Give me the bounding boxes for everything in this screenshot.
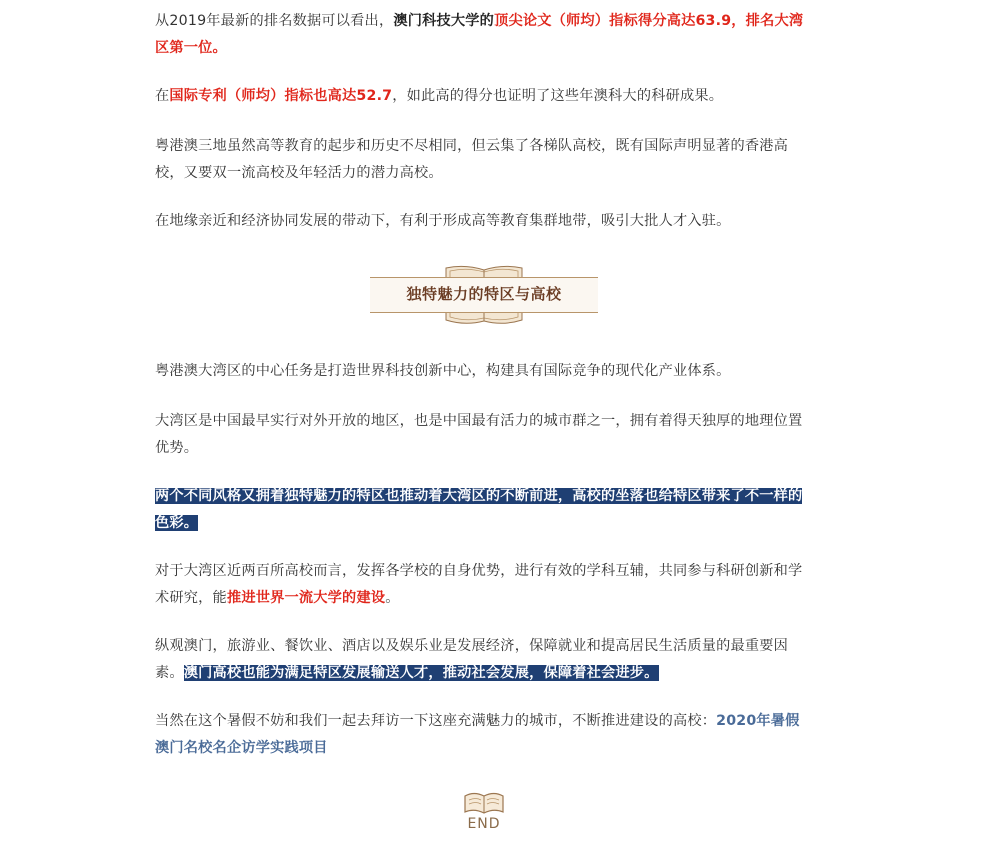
paragraph-talent: 在地缘亲近和经济协同发展的带动下，有利于形成高等教育集群地带，吸引大批人才入驻。 (155, 213, 731, 229)
highlighted-text: 澳门高校也能为满足特区发展输送人才，推动社会发展，保障着社会进步。 (183, 665, 659, 681)
end-label: END (467, 816, 501, 832)
paragraph-text: 纵观澳门，旅游业、餐饮业、酒店以及娱乐业是发展经济，保障就业和提高居民生活质量的最重要因素。 (155, 638, 789, 681)
paragraph-special-zones (155, 483, 813, 537)
paragraph-gba-overview: 粤港澳三地虽然高等教育的起步和历史不尽相同，但云集了各梯队高校，既有国际声明显著的香港高校，又要双一流高校及年轻活力的潜力高校。 (155, 138, 789, 181)
section-heading (368, 264, 600, 326)
paragraph-macau (155, 633, 813, 687)
paragraph-invitation (155, 708, 813, 762)
paragraph-patent (155, 83, 813, 110)
paragraph-advantage: 大湾区是中国最早实行对外开放的地区，也是中国最有活力的城市群之一，拥有着得天独厚的地理位置优势。 (155, 413, 803, 456)
paragraph-text: 在 (155, 88, 170, 104)
program-link[interactable]: 2020年暑假澳门名校名企访学实践项目 (155, 713, 800, 756)
red-highlight: 顶尖论文（师均）指标得分高达63.9，排名大湾区第一位。 (155, 13, 804, 56)
paragraph-text: 对于大湾区近两百所高校而言，发挥各学校的自身优势，进行有效的学科互辅，共同参与科研创新和学术研究，能 (155, 563, 803, 606)
red-highlight: 国际专利（师均）指标也高达52.7 (169, 88, 393, 104)
paragraph-universities (155, 558, 813, 612)
end-marker (459, 790, 509, 832)
paragraph-text: 从2019年最新的排名数据可以看出， (155, 13, 394, 29)
highlighted-text: 两个不同风格又拥着独特魅力的特区也推动着大湾区的不断前进，高校的坐落也给特区带来了不一样的色彩。 (155, 488, 803, 531)
university-name: 澳门科技大学的 (393, 13, 495, 29)
paragraph-text: ，如此高的得分也证明了这些年澳科大的科研成果。 (392, 88, 724, 104)
paragraph-ranking (155, 8, 813, 62)
red-highlight: 推进世界一流大学的建设 (226, 590, 386, 606)
section-title: 独特魅力的特区与高校 (406, 285, 562, 303)
open-book-icon (463, 790, 505, 816)
paragraph-text: 。 (385, 590, 400, 606)
paragraph-text: 当然在这个暑假不妨和我们一起去拜访一下这座充满魅力的城市，不断推进建设的高校： (155, 713, 717, 729)
paragraph-mission: 粤港澳大湾区的中心任务是打造世界科技创新中心，构建具有国际竞争的现代化产业体系。 (155, 363, 731, 379)
